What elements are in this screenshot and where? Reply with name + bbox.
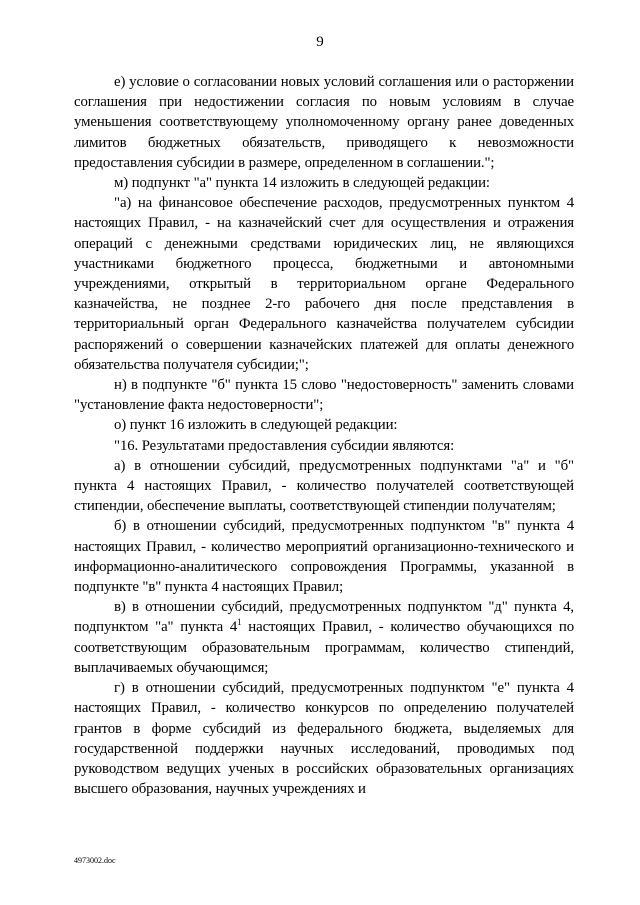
paragraph-subclause-v-text-before: в) в отношении субсидий, предусмотренных подпунктом "д" пункта 4, подпунктом "а" пункта 4 [74, 599, 574, 636]
paragraph-subclause-v-text-after: настоящих Правил, - количество обучающихся по соответствующим образовательным программам, количество стипендий, выплачиваемых обучающимся; [74, 619, 574, 676]
page-number: 9 [316, 34, 324, 50]
paragraph-item-m: м) подпункт "а" пункта 14 изложить в следующей редакции: [114, 175, 490, 192]
document-body [74, 72, 574, 799]
paragraph-subclause-v [74, 597, 574, 678]
paragraph-item-e: е) условие о согласовании новых условий соглашения или о расторжении соглашения при недостижении согласия по новым условиям в случае уменьшения соответствующему уполномоченному органу ранее доведенных лимитов бюджетных обязательств, приводящего к невозможности предоставления субсидии в размере, определенном в соглашении."; [74, 74, 574, 171]
paragraph-subclause-a: а) в отношении субсидий, предусмотренных подпунктами "а" и "б" пункта 4 настоящих Правил, - количество получателей соответствующей стипендии, обеспечение выплаты, соответствующей стипендии получателям; [74, 457, 574, 515]
paragraph-item-n: н) в подпункте "б" пункта 15 слово "недостоверность" заменить словами "установление факта недостоверности"; [74, 377, 574, 414]
paragraph-item-o: о) пункт 16 изложить в следующей редакции: [114, 417, 398, 434]
paragraph-subclause-b: б) в отношении субсидий, предусмотренных подпунктом "в" пункта 4 настоящих Правил, - количество мероприятий организационно-технического и информационно-аналитического сопровождения Программы, указанной в подпункте "в" пункта 4 настоящих Правил; [74, 518, 574, 596]
paragraph-clause-16: "16. Результатами предоставления субсидии являются: [114, 437, 455, 454]
document-filename: 4973002.doc [74, 856, 116, 865]
paragraph-subclause-v-superscript: 1 [237, 617, 242, 628]
paragraph-subclause-g: г) в отношении субсидий, предусмотренных подпунктом "е" пункта 4 настоящих Правил, - количество конкурсов по определению получателей грантов в форме субсидий из федерального бюджета, выделяемых для государственной поддержки научных исследований, проводимых под руководством ведущих ученых в российских образовательных организациях высшего образования, научных учреждениях и [74, 680, 574, 798]
paragraph-item-a-quote: "а) на финансовое обеспечение расходов, предусмотренных пунктом 4 настоящих Правил, - на казначейский счет для осуществления и отражения операций с денежными средствами юридических лиц, не являющихся участниками бюджетного процесса, бюджетными и автономными учреждениями, открытый в территориальном органе Федерального казначейства, не позднее 2-го рабочего дня после представления в территориальный орган Федерального казначейства получателем субсидии распоряжений о совершении казначейских платежей для оплаты денежного обязательства получателя субсидии;"; [74, 195, 574, 373]
